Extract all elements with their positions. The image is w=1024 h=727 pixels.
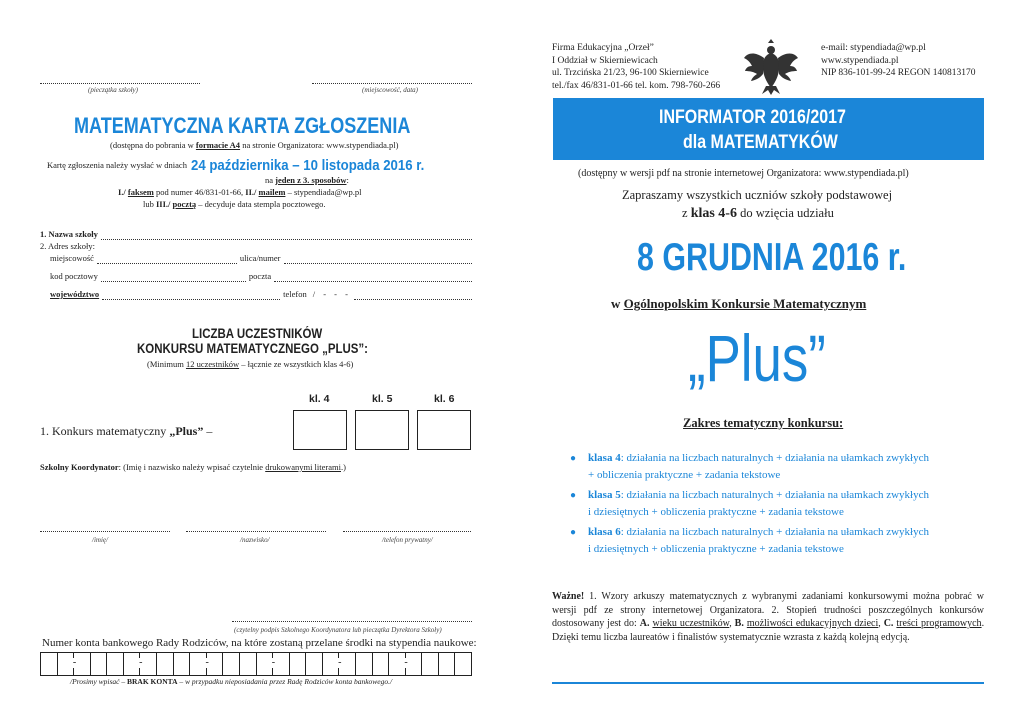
bank-account-note: /Prosimy wpisać – BRAK KONTA – w przypadku nieposiadania przez Radę Rodziców konta bankowego./ (70, 677, 393, 686)
class-6-header: kl. 6 (434, 393, 455, 405)
eagle-emblem-icon (742, 38, 800, 96)
coordinator-name-line[interactable] (40, 524, 170, 532)
coordinator-phone-line[interactable] (343, 524, 471, 532)
bank-digit-cell[interactable] (306, 653, 323, 675)
bank-digit-cell[interactable] (124, 653, 141, 675)
class-5-count-box[interactable] (355, 410, 409, 450)
field-voivodeship-phone[interactable]: województwo telefon / - - - (50, 289, 472, 300)
coordinator-surname-line[interactable] (186, 524, 326, 532)
scope-item-class-6: ● klasa 6: działania na liczbach naturalnych + działania na ułamkach zwykłych i dziesiętnych + obliczenia praktyczne + zadania tekstowe (570, 526, 929, 555)
scope-item-class-4: ● klasa 4: działania na liczbach naturalnych + działania na ułamkach zwykłych + obliczenia praktyczne + zadania tekstowe (570, 452, 929, 481)
bank-digit-cell[interactable] (455, 653, 471, 675)
send-ways-header: na jeden z 3. sposobów: (265, 175, 349, 185)
send-dates: 24 października – 10 listopada 2016 r. (190, 156, 425, 174)
bank-digit-cell[interactable] (207, 653, 224, 675)
bank-digit-cell[interactable] (91, 653, 108, 675)
bank-digit-cell[interactable] (41, 653, 58, 675)
firm-phone: tel./fax 46/831-01-66 tel. kom. 798-760-266 (552, 80, 721, 91)
class-6-count-box[interactable] (417, 410, 471, 450)
send-window: Kartę zgłoszenia należy wysłać w dniach 24 października – 10 listopada 2016 r. (47, 156, 425, 174)
firm-website: www.stypendiada.pl (821, 55, 899, 66)
class-4-count-box[interactable] (293, 410, 347, 450)
signature-caption: (czytelny podpis Szkolnego Koordynatora lub pieczątka Dyrektora Szkoły) (234, 626, 442, 634)
bank-digit-cell[interactable] (107, 653, 124, 675)
bank-separator-dash: - (338, 657, 342, 668)
send-way-fax-mail: I./ faksem pod numer 46/831-01-66, II./ mailem – stypendiada@wp.pl (118, 187, 362, 197)
bottom-rule (552, 682, 984, 684)
bullet-icon: ● (570, 490, 577, 501)
participants-title-2: KONKURSU MATEMATYCZNEGO „PLUS”: (137, 341, 368, 356)
bank-separator-dash: - (72, 657, 77, 668)
banner-title: INFORMATOR 2016/2017 (659, 106, 846, 128)
form-title: MATEMATYCZNA KARTA ZGŁOSZENIA (74, 113, 411, 138)
bank-digit-cell[interactable] (373, 653, 390, 675)
banner-subtitle: dla MATEMATYKÓW (683, 131, 838, 153)
firm-address (552, 42, 720, 92)
place-date-caption: (miejscowość, data) (362, 86, 418, 94)
phone-caption: /telefon prywatny/ (382, 536, 433, 544)
stamp-line (40, 74, 200, 84)
bank-digit-cell[interactable] (290, 653, 307, 675)
pdf-availability: (dostępny w wersji pdf na stronie internetowej Organizatora: www.stypendiada.pl) (578, 168, 909, 179)
form-availability: (dostępna do pobrania w formacie A4 na stronie Organizatora: www.stypendiada.pl) (110, 140, 399, 150)
firm-branch: I Oddział w Skierniewicach (552, 55, 658, 66)
bank-digit-cell[interactable] (140, 653, 157, 675)
field-address-label: 2. Adres szkoły: (40, 241, 96, 251)
bank-digit-cell[interactable] (190, 653, 207, 675)
firm-street: ul. Trzcińska 21/23, 96-100 Skierniewice (552, 68, 709, 78)
bank-separator-dash: - (404, 657, 408, 668)
class-4-header: kl. 4 (309, 393, 330, 405)
bank-digit-cell[interactable] (58, 653, 75, 675)
field-town-street[interactable]: miejscowość ulica/numer (50, 253, 472, 264)
scope-item-class-5: ● klasa 5: działania na liczbach naturalnych + działania na ułamkach zwykłych i dziesiętnych + obliczenia praktyczne + zadania tekstowe (570, 489, 929, 518)
send-way-post: lub III./ pocztą – decyduje data stempla pocztowego. (143, 199, 326, 209)
contest-row-label: 1. Konkurs matematyczny „Plus” – (40, 424, 213, 438)
bank-digit-cell[interactable] (157, 653, 174, 675)
bank-separator-dash: - (139, 657, 143, 668)
bank-separator-dash: - (271, 657, 276, 668)
bank-digit-cell[interactable] (174, 653, 191, 675)
informator-banner (553, 98, 984, 160)
bank-digit-cell[interactable] (257, 653, 274, 675)
bank-digit-cell[interactable] (406, 653, 423, 675)
scope-heading: Zakres tematyczny konkursu: (683, 416, 844, 430)
participants-minimum: (Minimum 12 uczestników – łącznie ze wszystkich klas 4-6) (147, 359, 354, 369)
plus-title: „Plus” (688, 321, 826, 395)
bullet-icon: ● (570, 527, 577, 538)
field-school-name[interactable]: 1. Nazwa szkoły (40, 229, 472, 240)
place-date-line[interactable] (312, 74, 472, 84)
stamp-caption: (pieczątka szkoły) (88, 86, 138, 94)
bank-digit-cell[interactable] (323, 653, 340, 675)
firm-name: Firma Edukacyjna „Orzeł” (552, 43, 654, 53)
contest-name: w Ogólnopolskim Konkursie Matematycznym (611, 296, 867, 311)
signature-line[interactable] (232, 614, 472, 622)
bank-account-grid[interactable] (40, 652, 472, 676)
invitation-line-2: z klas 4-6 do wzięcia udziału (682, 206, 834, 221)
name-caption: /imię/ (92, 536, 108, 544)
bank-digit-cell[interactable] (389, 653, 406, 675)
bank-digit-cell[interactable] (240, 653, 257, 675)
participants-title-1: LICZBA UCZESTNIKÓW (192, 326, 323, 341)
bank-digit-cell[interactable] (356, 653, 373, 675)
bank-digit-cell[interactable] (339, 653, 356, 675)
bullet-icon: ● (570, 453, 577, 464)
contest-date: 8 GRUDNIA 2016 r. (637, 236, 907, 279)
bank-account-label: Numer konta bankowego Rady Rodziców, na które zostaną przelane środki na stypendia naukowe: (42, 637, 477, 649)
bank-digit-cell[interactable] (422, 653, 439, 675)
firm-email: e-mail: stypendiada@wp.pl (821, 43, 926, 53)
coordinator-instruction: Szkolny Koordynator: (Imię i nazwisko należy wpisać czytelnie drukowanymi literami.) (40, 462, 346, 472)
bank-separator-dash: - (205, 657, 209, 668)
bank-digit-cell[interactable] (223, 653, 240, 675)
bank-digit-cell[interactable] (273, 653, 290, 675)
firm-nip-regon: NIP 836-101-99-24 REGON 140813170 (821, 68, 976, 78)
firm-contacts (821, 42, 976, 80)
invitation-line-1: Zapraszamy wszystkich uczniów szkoły podstawowej (622, 188, 893, 202)
bank-digit-cell[interactable] (439, 653, 456, 675)
important-note: Ważne! 1. Wzory arkuszy matematycznych z wybranymi zadaniami konkursowymi można pobrać w wersji pdf ze strony internetowej Organizatora. 2. Stopień trudności poszczególnych konkursów dostosowany jest do: A. wieku uczestników, B. możliwości edukacyjnych dzieci, C. treści programowych. Dzięki temu liczba laureatów i finalistów systematycznie wzrasta z każdą kolejną edycją. (552, 591, 985, 643)
field-postcode-post[interactable]: kod pocztowy poczta (50, 271, 472, 282)
surname-caption: /nazwisko/ (240, 536, 270, 544)
class-5-header: kl. 5 (372, 393, 393, 405)
bank-digit-cell[interactable] (74, 653, 91, 675)
